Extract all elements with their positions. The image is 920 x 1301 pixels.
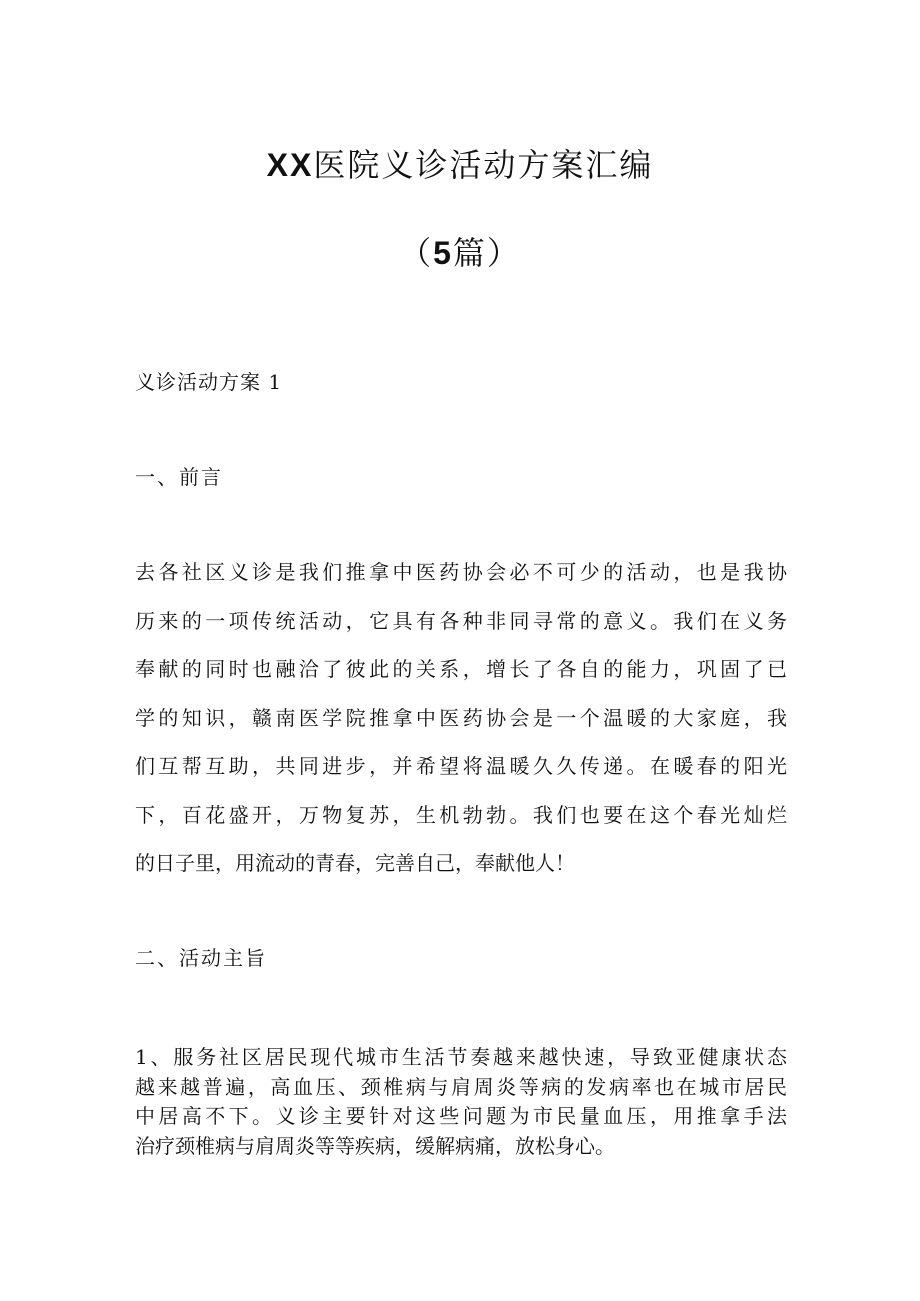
- paragraph-purpose: [135, 1043, 787, 1161]
- paragraph-line: 的日子里，用流动的青春，完善自己，奉献他人！: [135, 851, 575, 875]
- heading-preface: 一、前言: [135, 465, 223, 489]
- paragraph-line: 们互帮互助，共同进步，并希望将温暖久久传递。在暖春的阳光: [135, 754, 787, 778]
- document-title: [0, 145, 920, 185]
- paragraph-line: 治疗颈椎病与肩周炎等等疾病，缓解病痛，放松身心。: [135, 1133, 615, 1158]
- paragraph-line: 越来越普遍，高血压、颈椎病与肩周炎等病的发病率也在城市居民: [135, 1074, 787, 1099]
- paragraph-line: 去各社区义诊是我们推拿中医药协会必不可少的活动，也是我协: [135, 560, 787, 584]
- heading-purpose: 二、活动主旨: [135, 946, 267, 970]
- subtitle-open-paren: （: [399, 234, 434, 272]
- paragraph-preface: [135, 556, 787, 896]
- title-prefix: XX: [266, 147, 314, 183]
- paragraph-line: 学的知识，赣南医学院推拿中医药协会是一个温暖的大家庭，我: [135, 705, 787, 730]
- paragraph-line: 历来的一项传统活动，它具有各种非同寻常的意义。我们在义务: [135, 608, 787, 633]
- paragraph-line: 奉献的同时也融洽了彼此的关系，增长了各自的能力，巩固了已: [135, 657, 787, 681]
- subtitle-count: 5: [433, 235, 453, 271]
- paragraph-line: 中居高不下。义诊主要针对这些问题为市民量血压，用推拿手法: [135, 1104, 787, 1128]
- paragraph-line: 1、服务社区居民现代城市生活节奏越来越快速，导致亚健康状态: [135, 1045, 787, 1069]
- paragraph-line: 下，百花盛开，万物复苏，生机勃勃。我们也要在这个春光灿烂: [135, 802, 787, 827]
- section-title: 义诊活动方案 1: [135, 370, 283, 394]
- document-subtitle: [0, 233, 920, 273]
- subtitle-close: 篇）: [452, 234, 521, 272]
- title-text: 医院义诊活动方案汇编: [313, 146, 654, 184]
